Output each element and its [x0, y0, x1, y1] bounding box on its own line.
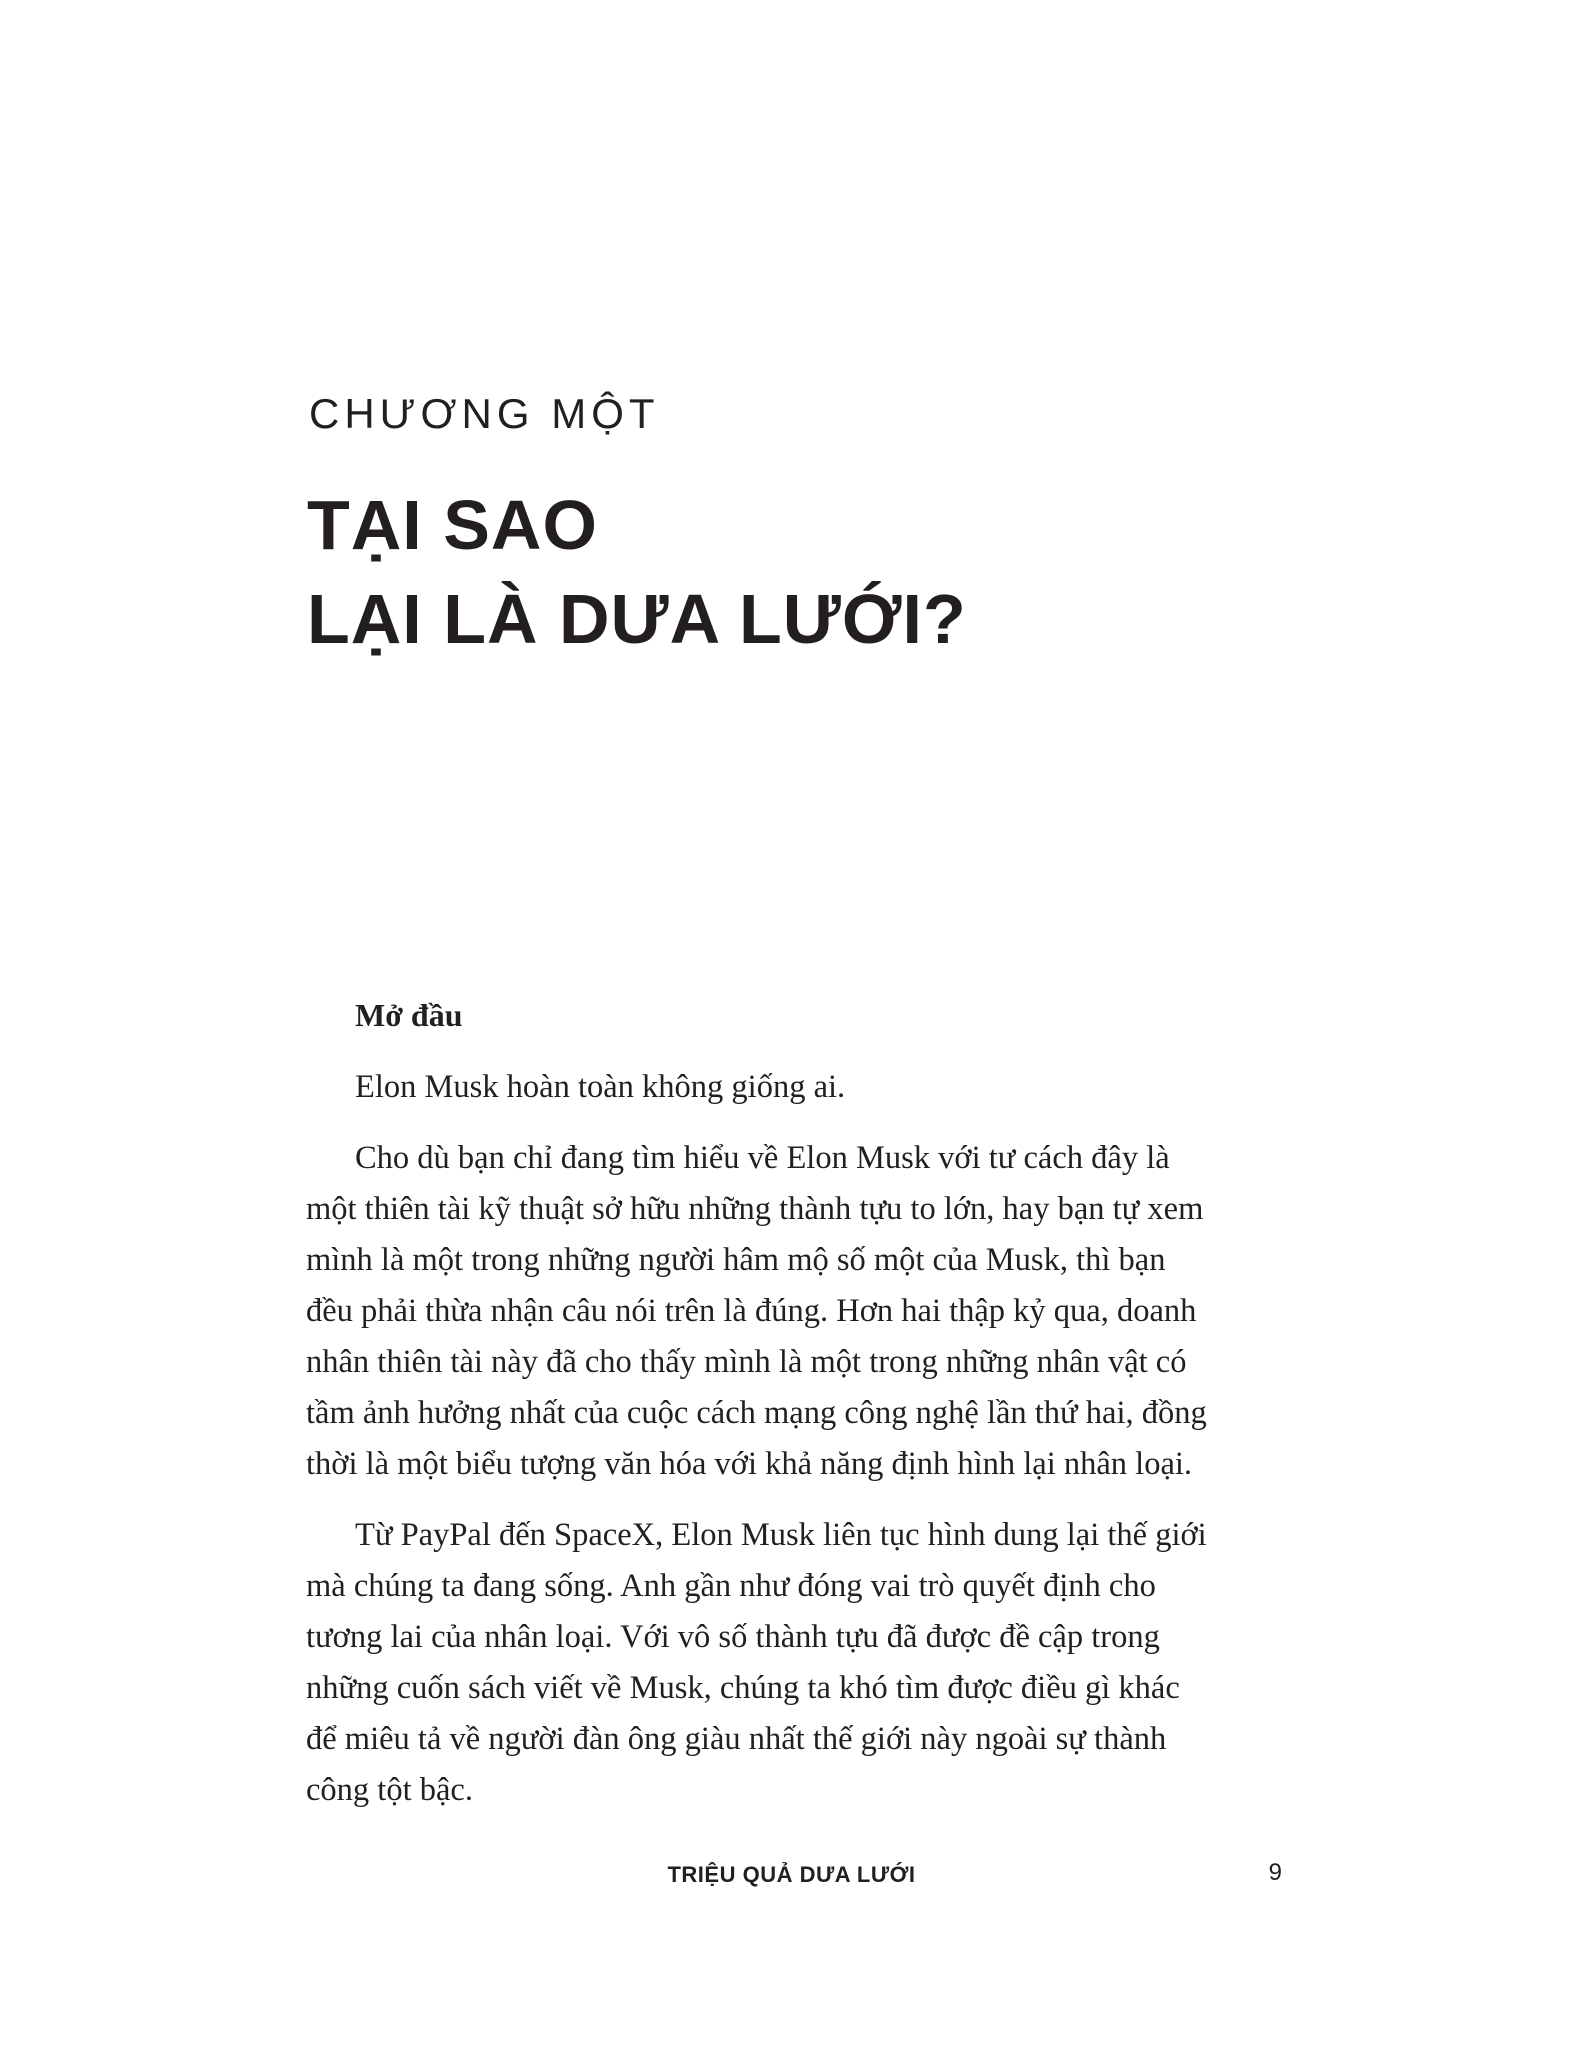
text-line: để miêu tả về người đàn ông giàu nhất thế giới này ngoài sự thành: [306, 1721, 1167, 1757]
chapter-title-line: TẠI SAO: [307, 486, 598, 564]
chapter-title: [307, 478, 967, 666]
body-text: [306, 990, 1281, 1836]
text-line: tầm ảnh hưởng nhất của cuộc cách mạng công nghệ lần thứ hai, đồng: [306, 1395, 1207, 1431]
text-line: một thiên tài kỹ thuật sở hữu những thành tựu to lớn, hay bạn tự xem: [306, 1191, 1204, 1227]
text-line: Elon Musk hoàn toàn không giống ai.: [355, 1069, 846, 1105]
chapter-title-line: LẠI LÀ DƯA LƯỚI?: [307, 580, 967, 658]
text-line: đều phải thừa nhận câu nói trên là đúng. Hơn hai thập kỷ qua, doanh: [306, 1293, 1197, 1329]
text-line: công tột bậc.: [306, 1772, 473, 1808]
page-number: 9: [1268, 1859, 1282, 1886]
text-line: nhân thiên tài này đã cho thấy mình là một trong những nhân vật có: [306, 1344, 1187, 1380]
section-heading: Mở đầu: [355, 997, 463, 1033]
paragraph: [306, 1062, 1281, 1113]
paragraph: [306, 1510, 1281, 1816]
text-line: những cuốn sách viết về Musk, chúng ta khó tìm được điều gì khác: [306, 1670, 1180, 1706]
chapter-label: CHƯƠNG MỘT: [309, 390, 660, 437]
paragraph: [306, 1133, 1281, 1490]
text-line: mà chúng ta đang sống. Anh gần như đóng vai trò quyết định cho: [306, 1568, 1156, 1604]
text-line: Cho dù bạn chỉ đang tìm hiểu về Elon Musk với tư cách đây là: [355, 1140, 1170, 1176]
text-line: thời là một biểu tượng văn hóa với khả năng định hình lại nhân loại.: [306, 1446, 1193, 1482]
text-line: mình là một trong những người hâm mộ số một của Musk, thì bạn: [306, 1242, 1166, 1278]
running-footer-title: TRIỆU QUẢ DƯA LƯỚI: [667, 1862, 916, 1887]
text-line: Từ PayPal đến SpaceX, Elon Musk liên tục hình dung lại thế giới: [355, 1517, 1207, 1553]
text-line: tương lai của nhân loại. Với vô số thành tựu đã được đề cập trong: [306, 1619, 1160, 1655]
